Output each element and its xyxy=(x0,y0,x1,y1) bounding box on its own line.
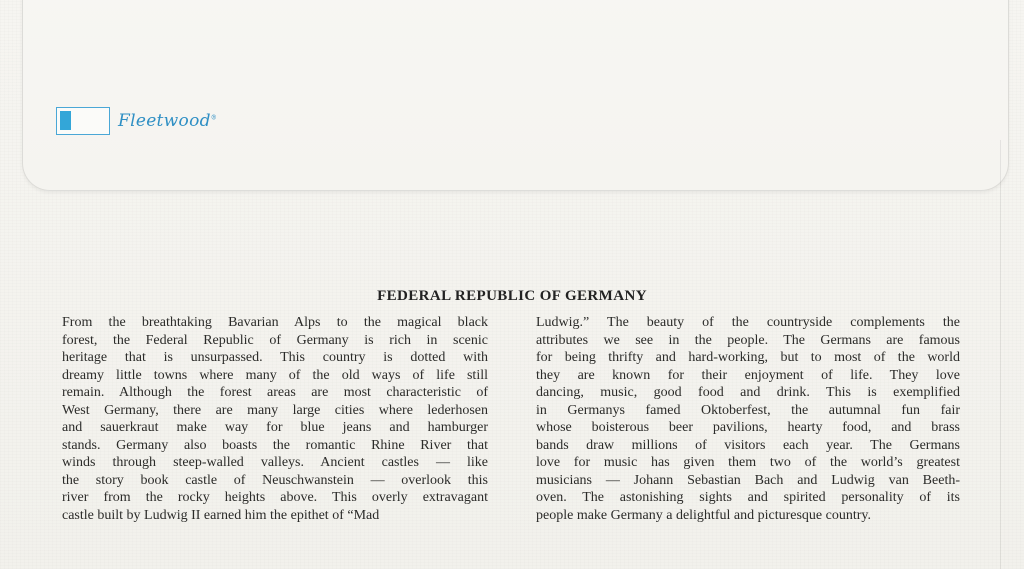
text-line: attributes we see in the people. The Germans are famous xyxy=(536,332,960,348)
text-line: winds through steep-walled valleys. Ancient castles — like xyxy=(62,455,488,470)
text-line: heritage that is unsurpassed. This country is dotted with xyxy=(62,350,488,365)
logo-text: Fleetwood® xyxy=(118,111,218,131)
text-line: remain. Although the forest areas are most characteristic of xyxy=(62,385,488,400)
text-line: castle built by Ludwig II earned him the epithet of “Mad xyxy=(62,507,380,523)
text-line: love for music has given them two of the world’s greatest xyxy=(536,455,960,470)
text-line: stands. Germany also boasts the romantic Rhine River that xyxy=(62,437,488,453)
text-column-left xyxy=(62,314,488,524)
text-line: they are known for their enjoyment of life. They love xyxy=(536,367,960,383)
page-title: FEDERAL REPUBLIC OF GERMANY xyxy=(377,288,647,304)
envelope-seam xyxy=(1000,140,1001,569)
text-line: and sauerkraut make way for blue jeans and hamburger xyxy=(62,420,488,435)
text-line: river from the rocky heights above. This overly extravagant xyxy=(62,490,488,505)
text-line: for being thrifty and hard-working, but to most of the world xyxy=(536,350,960,365)
text-line: in Germanys famed Oktoberfest, the autumnal fun fair xyxy=(536,402,960,418)
text-line: musicians — Johann Sebastian Bach and Ludwig van Beeth- xyxy=(536,472,960,488)
envelope-flap xyxy=(22,0,1009,191)
text-line: forest, the Federal Republic of Germany is rich in scenic xyxy=(62,332,488,348)
text-line: dancing, music, good food and drink. This is exemplified xyxy=(536,385,960,400)
fleetwood-logo xyxy=(56,107,217,135)
text-line: Ludwig.” The beauty of the countryside complements the xyxy=(536,315,960,330)
text-column-right xyxy=(536,314,960,524)
text-line: whose boisterous beer pavilions, hearty food, and brass xyxy=(536,420,960,435)
text-line: people make Germany a delightful and picturesque country. xyxy=(536,507,871,523)
logo-mark-icon xyxy=(56,107,110,135)
text-line: dreamy little towns where many of the old ways of life still xyxy=(62,367,488,383)
text-line: oven. The astonishing sights and spirited personality of its xyxy=(536,490,960,505)
text-line: bands draw millions of visitors each year. The Germans xyxy=(536,437,960,453)
text-line: West Germany, there are many large cities where lederhosen xyxy=(62,402,488,418)
text-line: the story book castle of Neuschwanstein — overlook this xyxy=(62,472,488,488)
text-line: From the breathtaking Bavarian Alps to the magical black xyxy=(62,315,488,330)
